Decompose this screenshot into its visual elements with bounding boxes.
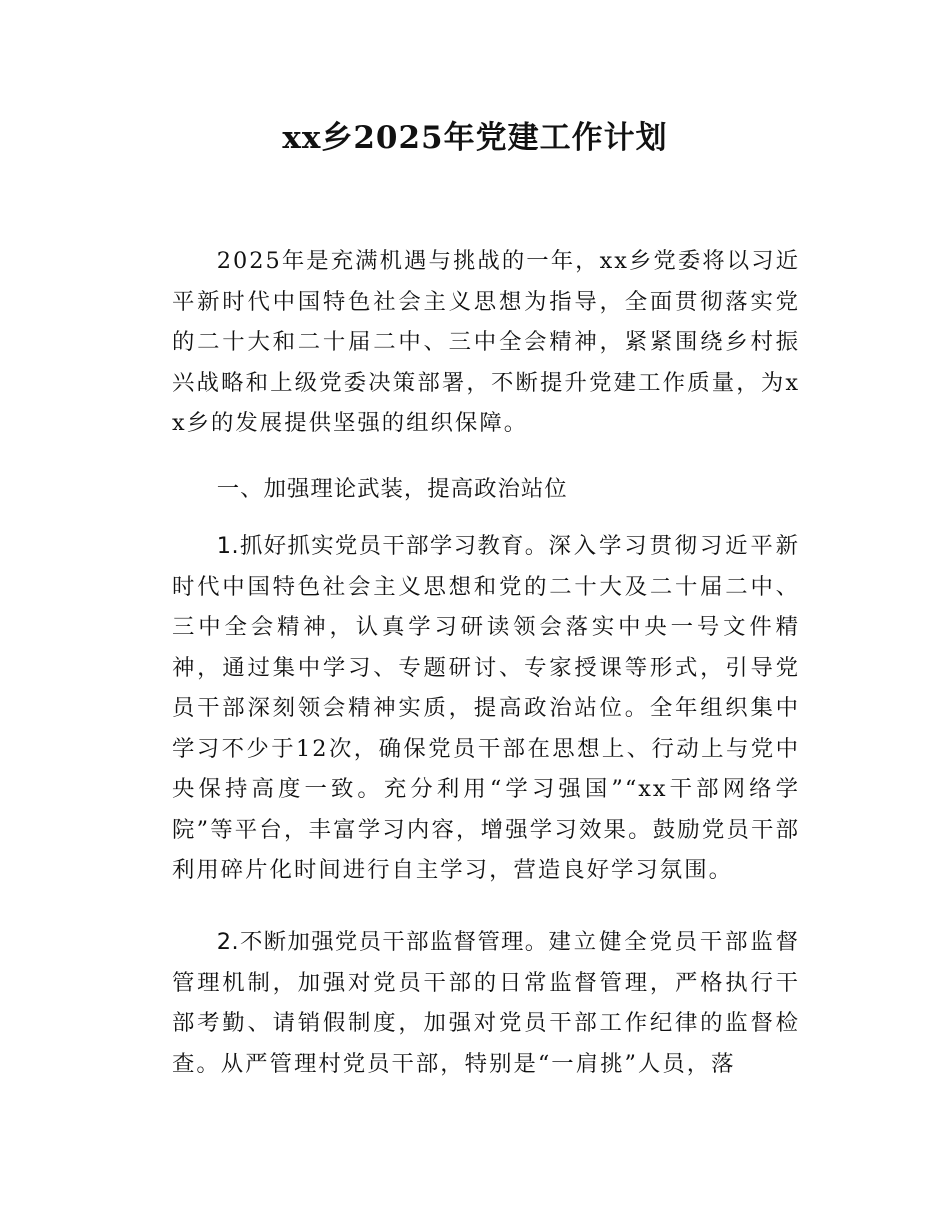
item-body: 建立健全党员干部监督管理机制，加强对党员干部的日常监督管理，严格执行干部考勤、请销假制度，加强对党员干部工作纪律的监督检查。从严管理村党员干部，特别是“一肩挑”人员，落: [172, 929, 800, 1077]
item-body: 深入学习贯彻习近平新时代中国特色社会主义思想和党的二十大及二十届二中、三中全会精神，认真学习研读领会落实中央一号文件精神，通过集中学习、专题研讨、专家授课等形式，引导党员干部深刻领会精神实质，提高政治站位。全年组织集中学习不少于12次，确保党员干部在思想上、行动上与党中央保持高度一致。充分利用“学习强国”“xx干部网络学院”等平台，丰富学习内容，增强学习效果。鼓励党员干部利用碎片化时间进行自主学习，营造良好学习氛围。: [172, 533, 800, 883]
item-lead: 1.抓好抓实党员干部学习教育。: [216, 533, 549, 559]
item-paragraph: [172, 526, 800, 891]
intro-paragraph: 2025年是充满机遇与挑战的一年，xx乡党委将以习近平新时代中国特色社会主义思想为指导，全面贯彻落实党的二十大和二十届二中、三中全会精神，紧紧围绕乡村振兴战略和上级党委决策部署，不断提升党建工作质量，为xx乡的发展提供坚强的组织保障。: [172, 248, 800, 436]
document-title: xx乡2025年党建工作计划: [282, 120, 668, 156]
item-paragraph: [172, 922, 800, 1084]
item-lead: 2.不断加强党员干部监督管理。: [216, 929, 549, 955]
section-heading: 一、加强理论武装，提高政治站位: [216, 476, 568, 502]
